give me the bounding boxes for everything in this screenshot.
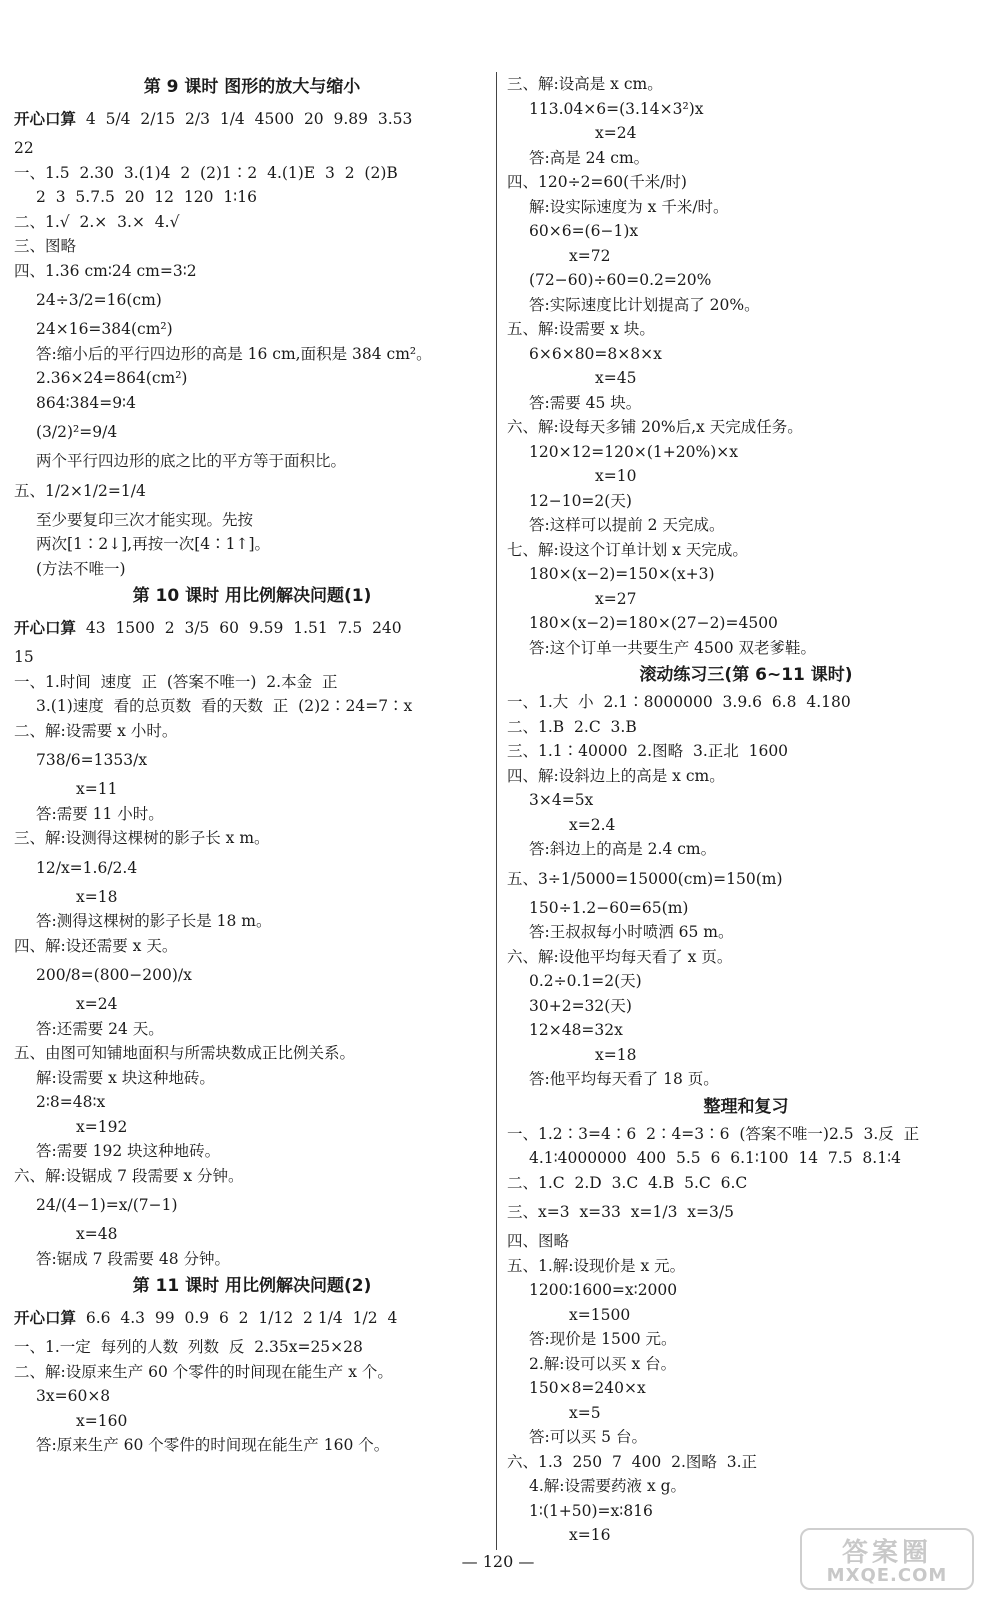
answer-line: 至少要复印三次才能实现。先按	[36, 510, 254, 529]
answer-line: 864∶384=9∶4	[36, 393, 136, 412]
answer-line: 答:实际速度比计划提高了 20%。	[529, 295, 760, 314]
answer-line: 二、1.C 2.D 3.C 4.B 5.C 6.C	[507, 1173, 748, 1192]
answer-line: x=45	[595, 369, 637, 387]
section-heading: 第 11 课时 用比例解决问题(2)	[132, 1276, 372, 1296]
answer-line: 开心口算 6.6 4.3 99 0.9 6 2 1/12 2 1/4 1/2 4	[14, 1309, 398, 1327]
section-heading: 第 10 课时 用比例解决问题(1)	[132, 586, 372, 606]
section-heading: 滚动练习三(第 6~11 课时)	[639, 665, 853, 685]
watermark-text: 答案圈	[841, 1538, 932, 1568]
answer-line: x=27	[595, 589, 637, 608]
answer-line: 解:设需要 x 块这种地砖。	[36, 1068, 215, 1087]
column-divider	[496, 72, 497, 1550]
answer-line: 6×6×80=8×8×x	[529, 344, 662, 363]
answer-line: 3.(1)速度 看的总页数 看的天数 正 (2)2∶24=7∶x	[36, 697, 413, 715]
answer-line: 1200∶1600=x∶2000	[529, 1281, 678, 1299]
answer-line: 二、解:设需要 x 小时。	[14, 721, 178, 740]
answer-line: 答:斜边上的高是 2.4 cm。	[529, 840, 717, 858]
answer-line: x=18	[76, 887, 118, 906]
answer-line: 五、解:设需要 x 块。	[507, 320, 655, 338]
answer-line: x=24	[595, 124, 637, 142]
answer-line: 答:需要 11 小时。	[36, 804, 164, 823]
answer-line: 答:锯成 7 段需要 48 分钟。	[36, 1249, 231, 1268]
page-number: — 120 —	[461, 1552, 535, 1571]
answer-line: 2.36×24=864(cm²)	[36, 369, 188, 387]
answer-line: 150÷1.2−60=65(m)	[529, 898, 689, 917]
answer-line: 答:原来生产 60 个零件的时间现在能生产 160 个。	[36, 1436, 390, 1454]
answer-line: 四、解:设还需要 x 天。	[14, 936, 178, 955]
answer-line: 四、解:设斜边上的高是 x cm。	[507, 766, 725, 785]
answer-line: 一、1.2∶3=4∶6 2∶4=3∶6 (答案不唯一)2.5 3.反 正	[507, 1124, 920, 1143]
answer-line: x=10	[595, 467, 637, 485]
answer-line: 开心口算 4 5/4 2/15 2/3 1/4 4500 20 9.89 3.53	[14, 110, 413, 128]
answer-line: 三、图略	[14, 237, 77, 255]
answer-line: 五、由图可知铺地面积与所需块数成正比例关系。	[14, 1044, 356, 1062]
answer-line: 四、图略	[507, 1232, 570, 1250]
answer-line: x=11	[76, 780, 118, 798]
answer-line: 12×48=32x	[529, 1021, 623, 1039]
answer-line: 4.1∶4000000 400 5.5 6 6.1∶100 14 7.5 8.1∶4	[529, 1149, 901, 1167]
answer-line: x=48	[76, 1225, 118, 1243]
section-heading: 第 9 课时 图形的放大与缩小	[143, 77, 361, 97]
answer-line: x=16	[569, 1526, 611, 1544]
answer-line: x=192	[76, 1117, 128, 1136]
answer-line: 三、1.1∶40000 2.图略 3.正北 1600	[507, 742, 789, 760]
answer-line: 三、解:设测得这棵树的影子长 x m。	[14, 829, 270, 847]
answer-line: (方法不唯一)	[36, 559, 126, 578]
answer-line: 24×16=384(cm²)	[36, 320, 173, 338]
answer-line: 三、解:设高是 x cm。	[507, 75, 663, 93]
answer-line: 两个平行四边形的底之比的平方等于面积比。	[36, 452, 347, 470]
answer-line: 答:他平均每天看了 18 页。	[529, 1070, 719, 1088]
answer-line: 180×(x−2)=180×(27−2)=4500	[529, 614, 778, 632]
answer-line: 五、3÷1/5000=15000(cm)=150(m)	[507, 869, 783, 888]
answer-line: 两次[1∶2↓],再按一次[4∶1↑]。	[36, 535, 271, 553]
answer-line: 113.04×6=(3.14×3²)x	[529, 99, 704, 118]
answer-line: 24÷3/2=16(cm)	[36, 291, 162, 309]
answer-line: 12/x=1.6/2.4	[36, 858, 138, 877]
answer-line: 答:这样可以提前 2 天完成。	[529, 516, 725, 534]
answer-line: 12−10=2(天)	[529, 491, 632, 510]
answer-line: 答:现价是 1500 元。	[529, 1330, 677, 1348]
answer-line: 答:王叔叔每小时喷洒 65 m。	[529, 923, 734, 941]
answer-line: (3/2)²=9/4	[36, 423, 118, 441]
answer-line: 开心口算 43 1500 2 3/5 60 9.59 1.51 7.5 240	[14, 619, 402, 637]
answer-line: x=160	[76, 1411, 128, 1430]
answer-line: 二、1.√ 2.× 3.× 4.√	[14, 212, 180, 231]
oral-math-label: 开心口算	[14, 619, 77, 637]
answer-line: 答:这个订单一共要生产 4500 双老爹鞋。	[529, 638, 817, 657]
answer-line: 五、1/2×1/2=1/4	[14, 481, 146, 500]
answer-line: 0.2÷0.1=2(天)	[529, 972, 642, 990]
answer-line: x=24	[76, 995, 118, 1013]
oral-math-label: 开心口算	[14, 1309, 77, 1327]
answer-line: 答:还需要 24 天。	[36, 1019, 164, 1038]
left-column	[14, 72, 490, 1458]
answer-line: 2∶8=48∶x	[36, 1093, 106, 1111]
answer-line: 五、1.解:设现价是 x 元。	[507, 1256, 686, 1275]
answer-line: 一、1.5 2.30 3.(1)4 2 (2)1∶2 4.(1)E 3 2 (2)B	[14, 163, 398, 182]
answer-line: 120×12=120×(1+20%)×x	[529, 442, 738, 461]
answer-line: 24/(4−1)=x/(7−1)	[36, 1196, 178, 1214]
answer-line: 2 3 5.7.5 20 12 120 1∶16	[36, 188, 257, 206]
answer-line: 一、1.大 小 2.1∶8000000 3.9.6 6.8 4.180	[507, 693, 851, 711]
answer-line: x=72	[569, 246, 611, 265]
answer-line: 22	[14, 139, 34, 157]
answer-line: 1∶(1+50)=x∶816	[529, 1501, 653, 1520]
answer-line: 二、解:设原来生产 60 个零件的时间现在能生产 x 个。	[14, 1362, 393, 1381]
answer-line: 答:需要 192 块这种地砖。	[36, 1142, 221, 1160]
answer-line: 一、1.一定 每列的人数 列数 反 2.35x=25×28	[14, 1338, 363, 1356]
answer-line: 答:可以买 5 台。	[529, 1428, 647, 1446]
section-heading: 整理和复习	[703, 1096, 789, 1117]
answer-line: 六、解:设锯成 7 段需要 x 分钟。	[14, 1166, 244, 1185]
answer-line: 150×8=240×x	[529, 1379, 646, 1397]
watermark-logo	[800, 1528, 974, 1590]
answer-line: 4.解:设需要药液 x g。	[529, 1477, 687, 1495]
answer-line: x=2.4	[569, 815, 616, 834]
answer-line: x=5	[569, 1403, 601, 1422]
answer-line: 一、1.时间 速度 正 (答案不唯一) 2.本金 正	[14, 672, 338, 691]
answer-line: 六、解:设他平均每天看了 x 页。	[507, 947, 733, 966]
right-column	[507, 72, 985, 1548]
oral-math-label: 开心口算	[14, 110, 77, 128]
answer-line: 四、1.36 cm∶24 cm=3∶2	[14, 261, 197, 280]
answer-line: 60×6=(6−1)x	[529, 222, 639, 240]
answer-line: 738/6=1353/x	[36, 751, 148, 769]
answer-line: x=1500	[569, 1305, 631, 1324]
answer-line: 答:测得这棵树的影子长是 18 m。	[36, 912, 272, 930]
answer-line: 六、1.3 250 7 400 2.图略 3.正	[507, 1452, 758, 1471]
answer-line: 四、120÷2=60(千米/时)	[507, 173, 687, 191]
answer-line: 七、解:设这个订单计划 x 天完成。	[507, 540, 748, 559]
answer-line: (72−60)÷60=0.2=20%	[529, 271, 712, 289]
answer-line: 3x=60×8	[36, 1387, 111, 1405]
answer-line: 3×4=5x	[529, 791, 594, 809]
answer-line: 答:高是 24 cm。	[529, 148, 650, 167]
answer-line: 六、解:设每天多铺 20%后,x 天完成任务。	[507, 418, 803, 436]
answer-line: x=18	[595, 1045, 637, 1064]
answer-line: 三、x=3 x=33 x=1/3 x=3/5	[507, 1203, 734, 1221]
answer-line: 180×(x−2)=150×(x+3)	[529, 565, 715, 583]
watermark-url: MXQE.COM	[826, 1565, 948, 1586]
answer-line: 解:设实际速度为 x 千米/时。	[529, 197, 729, 216]
answer-line: 答:缩小后的平行四边形的高是 16 cm,面积是 384 cm²。	[36, 344, 432, 363]
answer-line: 200/8=(800−200)/x	[36, 966, 192, 984]
answer-line: 15	[14, 648, 34, 666]
answer-line: 2.解:设可以买 x 台。	[529, 1354, 677, 1373]
answer-line: 答:需要 45 块。	[529, 393, 642, 412]
answer-line: 二、1.B 2.C 3.B	[507, 717, 637, 736]
answer-line: 30+2=32(天)	[529, 996, 632, 1015]
